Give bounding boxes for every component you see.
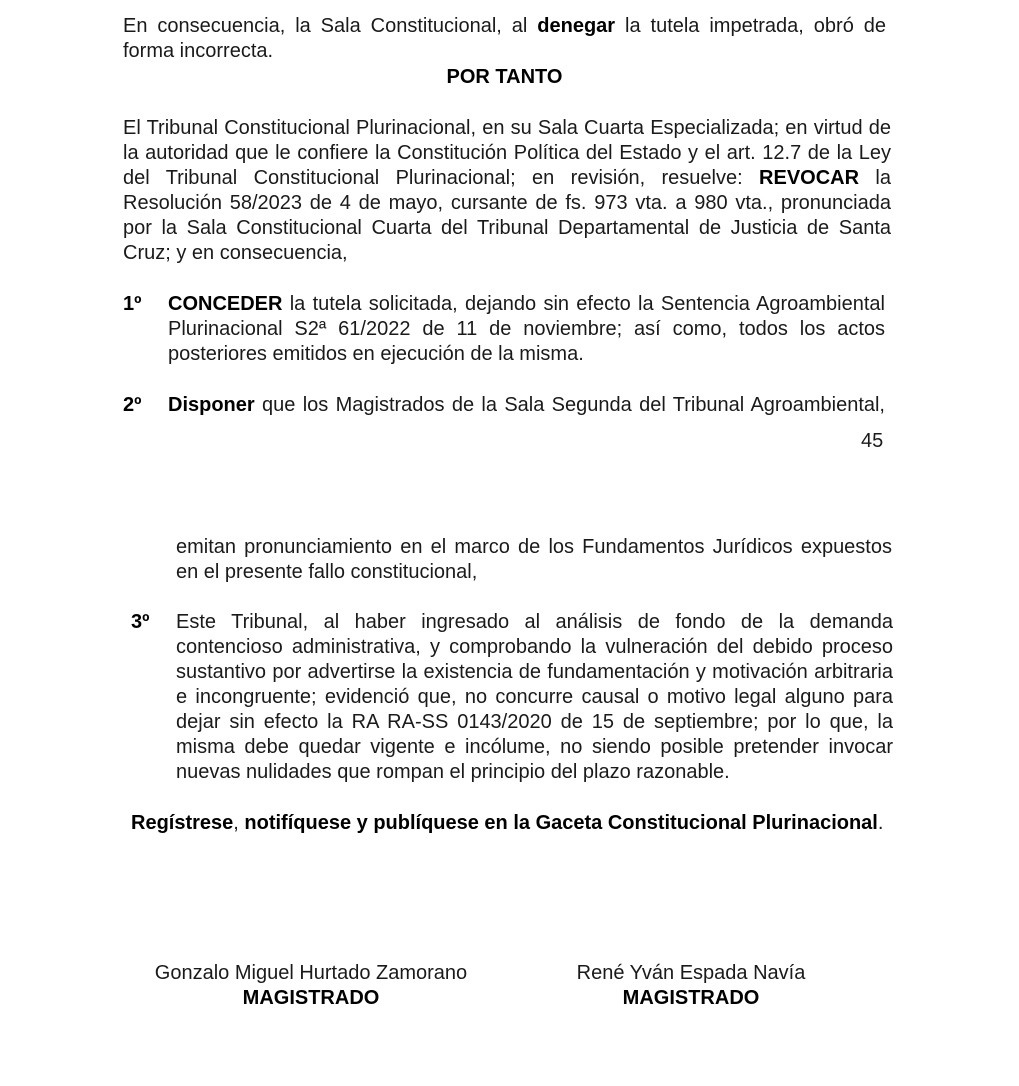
signatory-title: MAGISTRADO bbox=[622, 987, 760, 1009]
closing-statement bbox=[131, 811, 892, 836]
paragraph-tribunal bbox=[123, 116, 891, 266]
heading-por-tanto: POR TANTO bbox=[446, 66, 563, 88]
paragraph-consecuencia bbox=[123, 14, 886, 64]
text-segment: la Resolución 58/2023 de 4 de mayo, cursante de fs. 973 vta. a 980 vta., pronunciada por la Sala Constitucional Cuarta del Tribunal Departamental de Justicia de Santa Cruz; y en consecuencia, bbox=[123, 167, 891, 264]
closing-separator: , bbox=[233, 812, 245, 834]
item-text: la tutela solicitada, dejando sin efecto la Sentencia Agroambiental Plurinacional S2ª 61/2022 de 11 de noviembre; así como, todos los actos posteriores emitidos en ejecución de la misma. bbox=[168, 293, 885, 365]
list-item bbox=[168, 393, 885, 418]
signatory-title: MAGISTRADO bbox=[242, 987, 380, 1009]
signature-block bbox=[561, 961, 821, 1011]
item-text: que los Magistrados de la Sala Segunda del Tribunal Agroambiental, bbox=[254, 394, 885, 416]
signature-block bbox=[141, 961, 481, 1011]
bold-term-conceder: CONCEDER bbox=[168, 293, 283, 315]
item-number: 3º bbox=[131, 611, 150, 633]
bold-term-denegar: denegar bbox=[537, 15, 616, 37]
text-segment: El Tribunal Constitucional Plurinacional, en su Sala Cuarta Especializada; en virtud de la autoridad que le confiere la Constitución Política del Estado y el art. 12.7 de la Ley del Tribunal Constitucional Plurinacional; en revisión, resuelve: bbox=[123, 117, 891, 189]
list-item-continuation: emitan pronunciamiento en el marco de los Fundamentos Jurídicos expuestos en el presente fallo constitucional, bbox=[176, 536, 892, 583]
bold-term-disponer: Disponer bbox=[168, 394, 255, 416]
bold-term-revocar: REVOCAR bbox=[759, 167, 860, 189]
page-number: 45 bbox=[861, 430, 884, 452]
closing-text: notifíquese y publíquese en la Gaceta Constitucional Plurinacional bbox=[244, 812, 878, 834]
list-item bbox=[168, 292, 885, 367]
list-item: Este Tribunal, al haber ingresado al análisis de fondo de la demanda contencioso administrativa, y comprobando la vulneración del debido proceso sustantivo por advertirse la existencia de fundamentación y motivación arbitraria e incongruente; evidenció que, no concurre causal o motivo legal alguno para dejar sin efecto la RA RA-SS 0143/2020 de 15 de septiembre; por lo que, la misma debe quedar vigente e incólume, no siendo posible pretender invocar nuevas nulidades que rompan el principio del plazo razonable. bbox=[176, 611, 893, 783]
text-segment: la tutela impetrada, obró de forma incorrecta. bbox=[123, 15, 886, 62]
signatory-name: Gonzalo Miguel Hurtado Zamorano bbox=[154, 962, 468, 984]
signatory-name: René Yván Espada Navía bbox=[576, 962, 806, 984]
text-segment: En consecuencia, la Sala Constitucional, al bbox=[123, 15, 538, 37]
section-heading bbox=[123, 65, 886, 90]
item-number: 2º bbox=[123, 394, 142, 416]
closing-word: Regístrese bbox=[131, 812, 234, 834]
item-number: 1º bbox=[123, 293, 142, 315]
closing-end: . bbox=[877, 812, 884, 834]
